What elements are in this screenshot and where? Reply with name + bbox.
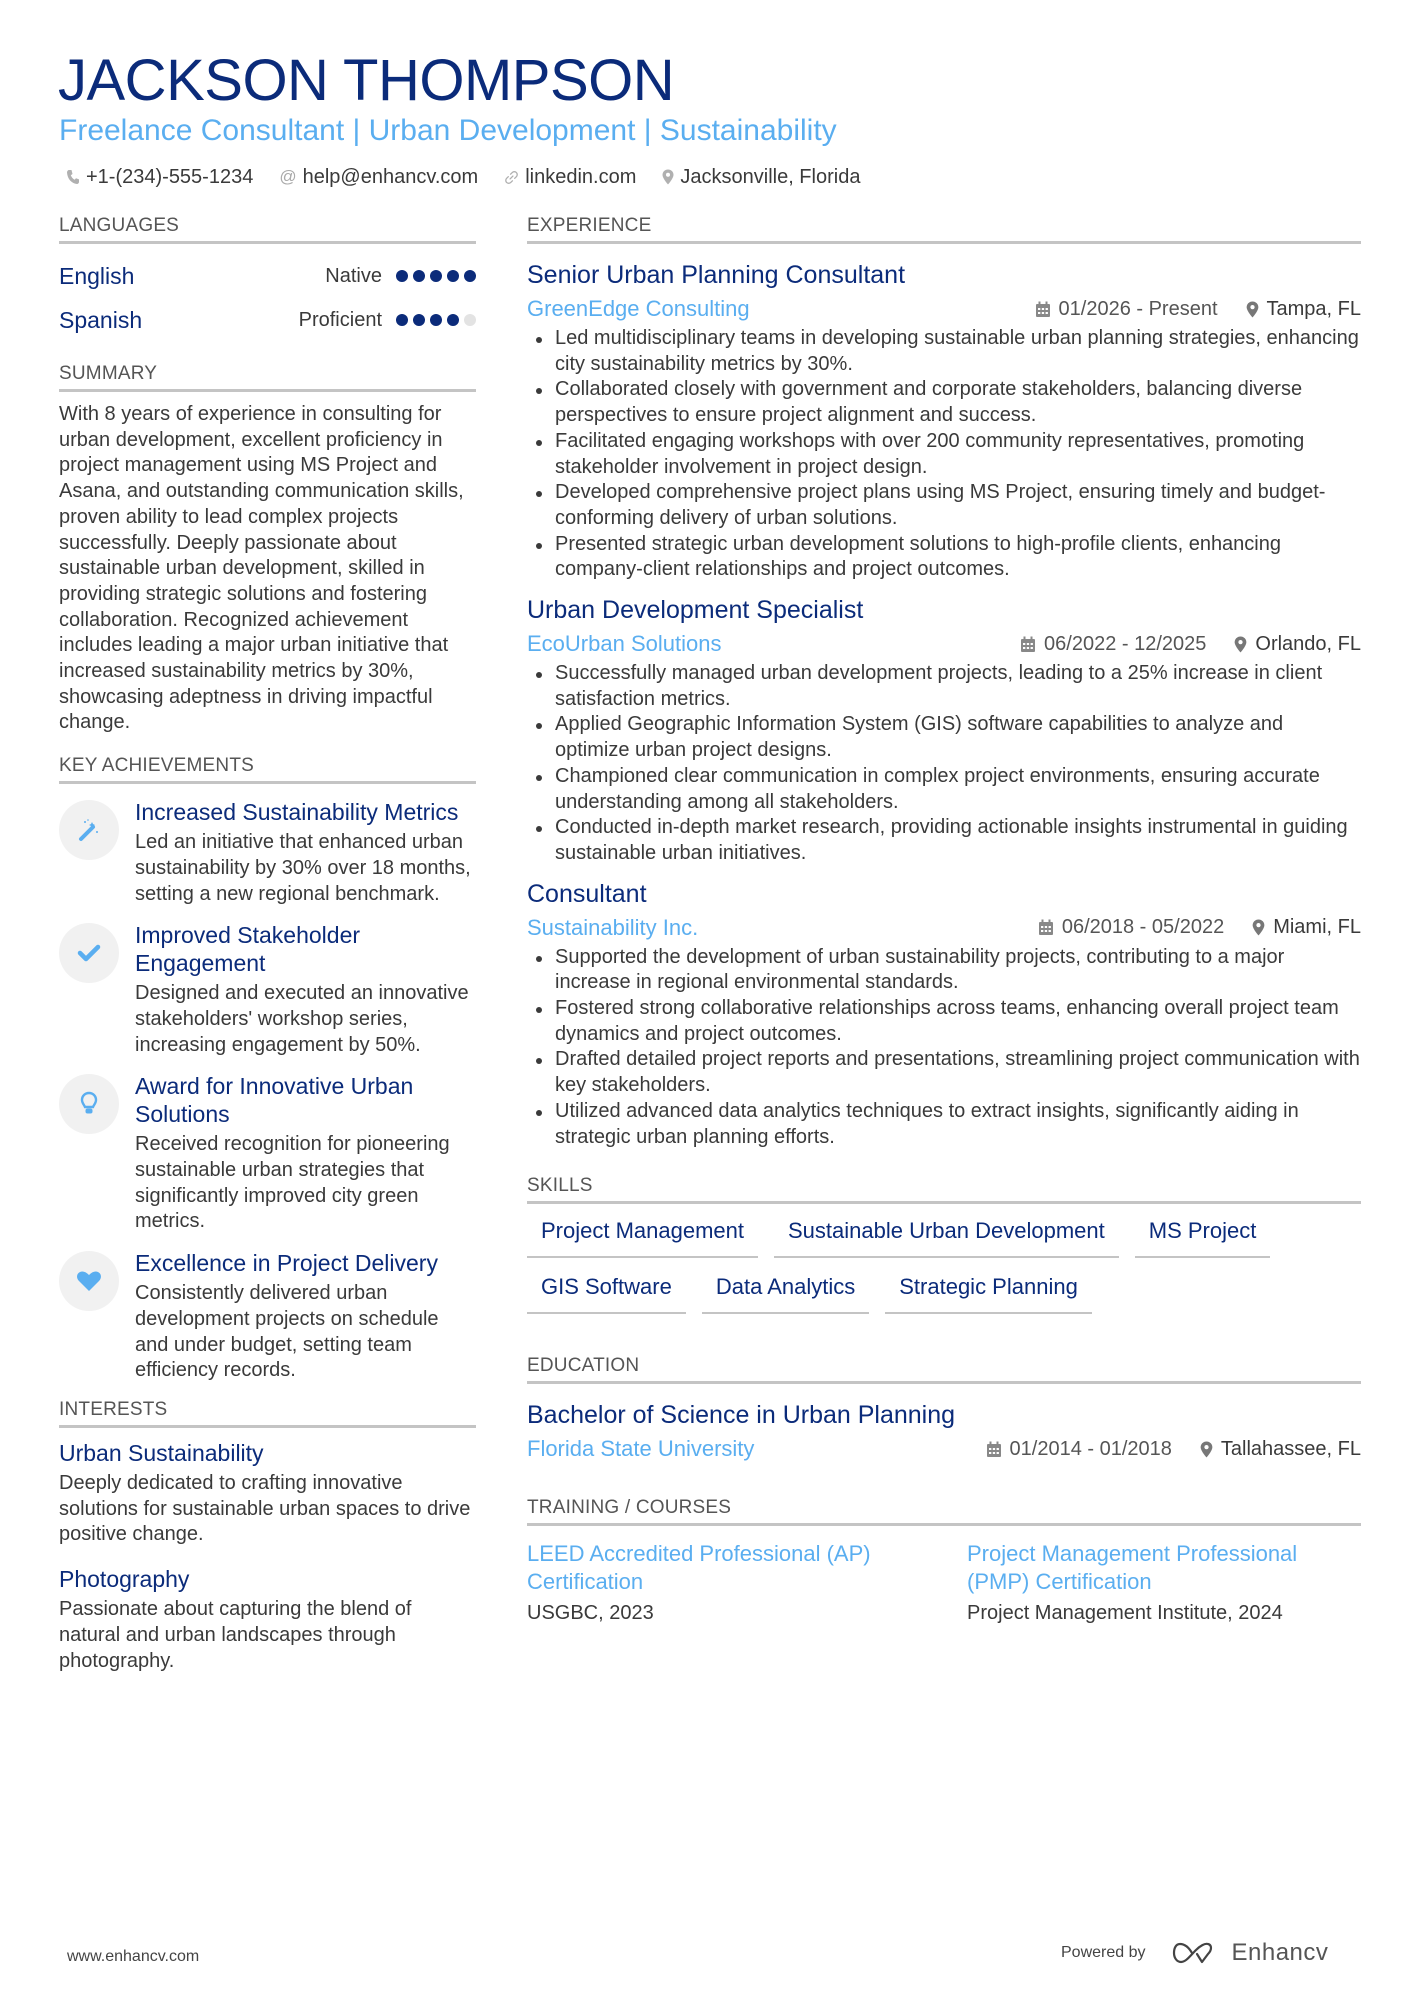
skill-tag: Sustainable Urban Development [774,1216,1119,1258]
job-meta [527,627,1361,661]
skill-tag: MS Project [1135,1216,1271,1258]
job-entry [527,258,1361,583]
magic-wand-icon [59,800,119,860]
achievements-heading: KEY ACHIEVEMENTS [59,754,476,784]
interest-item [59,1564,476,1674]
job-dates-text: 06/2022 - 12/2025 [1044,632,1207,655]
dot-filled-icon [396,314,408,326]
achievement-item [59,1072,476,1235]
bullet-item: Successfully managed urban development projects, leading to a 25% increase in client satisfaction metrics. [527,661,1361,712]
interest-title: Urban Sustainability [59,1439,264,1466]
interest-title: Photography [59,1566,190,1593]
contact-linkedin[interactable] [504,164,636,190]
dot-filled-icon [447,314,459,326]
heart-icon [59,1251,119,1311]
achievement-item [59,921,476,1058]
interest-item [59,1438,476,1548]
bullet-item: Fostered strong collaborative relationships across teams, enhancing overall project team dynamics and project outcomes. [527,996,1361,1047]
contact-bar [66,164,860,190]
bullet-item: Presented strategic urban development solutions to high-profile clients, enhancing company-client relationships and project outcomes. [527,532,1361,583]
calendar-icon [986,1441,1002,1458]
lightbulb-icon [59,1074,119,1134]
location-pin-icon [1246,301,1259,318]
job-bullets [527,945,1361,1151]
interest-desc: Passionate about capturing the blend of natural and urban landscapes through photography. [59,1598,412,1672]
course-provider: Project Management Institute, 2024 [967,1602,1283,1625]
brand-name: Enhancv [1231,1939,1329,1966]
job-location [1246,298,1361,321]
contact-email[interactable] [279,164,478,190]
calendar-icon [1035,301,1051,318]
contact-phone-text: +1-(234)-555-1234 [86,166,254,188]
experience-section [527,214,1361,1150]
summary-text: With 8 years of experience in consulting for urban development, excellent proficiency in project management using MS Project and Asana, and outstanding communication skills, proven ability to lead complex projects successfully. Deeply passionate about sustainable urban development, skilled in providing strategic solutions and fostering collaboration. Recognized achievement includes leading a major urban initiative that increased sustainability metrics by 30%, showcasing adeptness in driving impactful change. [59,403,464,734]
education-section [527,1354,1361,1466]
skill-tag: Project Management [527,1216,758,1258]
dot-filled-icon [396,270,408,282]
skill-tag: GIS Software [527,1272,686,1314]
job-company: GreenEdge Consulting [527,296,750,321]
course-title: Project Management Professional (PMP) Certification [967,1541,1298,1595]
achievement-title: Increased Sustainability Metrics [135,799,459,826]
job-dates-text: 06/2018 - 05/2022 [1061,916,1225,939]
skills-section [527,1174,1361,1314]
languages-section [59,214,476,342]
job-bullets [527,326,1361,583]
right-column [527,214,1361,1628]
candidate-headline: Freelance Consultant | Urban Development | Sustainability [59,114,837,147]
achievement-title: Excellence in Project Delivery [135,1250,438,1277]
achievement-title: Award for Innovative Urban Solutions [135,1073,414,1128]
job-dates [1035,298,1218,321]
calendar-icon [1038,919,1054,936]
job-dates-text: 01/2026 - Present [1058,297,1218,320]
language-name: Spanish [59,306,143,333]
bullet-item: Championed clear communication in complex project environments, ensuring accurate understanding among all stakeholders. [527,764,1361,815]
contact-location [662,164,860,190]
job-bullets [527,661,1361,867]
achievements-section [59,754,476,1384]
powered-by-label: Powered by [1061,1944,1146,1961]
skill-tag: Data Analytics [702,1272,869,1314]
contact-phone [66,164,253,190]
job-title: Senior Urban Planning Consultant [527,261,906,289]
training-heading: TRAINING / COURSES [527,1496,1361,1526]
achievement-desc: Received recognition for pioneering sustainable urban strategies that significantly improved city green metrics. [135,1133,450,1233]
interests-section [59,1398,476,1674]
language-item [59,254,476,298]
interests-heading: INTERESTS [59,1398,476,1428]
footer-website[interactable]: www.enhancv.com [67,1948,200,1965]
bullet-item: Applied Geographic Information System (GIS) software capabilities to analyze and optimize urban project designs. [527,712,1361,763]
dot-empty-icon [464,314,476,326]
school-name: Florida State University [527,1436,755,1462]
job-location-text: Orlando, FL [1255,632,1361,655]
interest-desc: Deeply dedicated to crafting innovative solutions for sustainable urban spaces to drive positive change. [59,1471,471,1546]
dot-filled-icon [413,270,425,282]
job-title: Urban Development Specialist [527,596,864,625]
dot-filled-icon [413,314,425,326]
enhancv-logo[interactable] [1172,1939,1329,1967]
job-location-text: Tampa, FL [1266,297,1361,320]
summary-heading: SUMMARY [59,362,476,392]
at-icon: @ [279,167,297,186]
achievement-title: Improved Stakeholder Engagement [135,922,361,977]
bullet-item: Collaborated closely with government and corporate stakeholders, balancing diverse perspectives to ensure project alignment and success. [527,377,1361,428]
bullet-item: Led multidisciplinary teams in developing sustainable urban planning strategies, enhancing city sustainability metrics by 30%. [527,326,1361,377]
proficiency-dots [396,270,476,282]
bullet-item: Utilized advanced data analytics techniques to extract insights, significantly aiding in strategic urban planning efforts. [527,1099,1361,1150]
contact-location-text: Jacksonville, Florida [680,166,861,188]
calendar-icon [1020,636,1036,653]
job-company: EcoUrban Solutions [527,631,722,657]
training-section [527,1496,1361,1628]
skill-tag: Strategic Planning [885,1272,1092,1314]
languages-heading: LANGUAGES [59,214,476,244]
dot-filled-icon [430,270,442,282]
location-pin-icon [1200,1441,1213,1458]
job-location [1234,633,1361,656]
bullet-item: Facilitated engaging workshops with over 200 community representatives, promoting stakeholder involvement in project design. [527,429,1361,480]
job-entry [527,877,1361,1151]
bullet-item: Developed comprehensive project plans using MS Project, ensuring timely and budget-conforming delivery of urban solutions. [527,480,1361,531]
courses-list [527,1540,1361,1628]
course-item [527,1540,907,1628]
proficiency-dots [396,314,476,326]
dot-filled-icon [464,270,476,282]
job-meta [527,292,1361,326]
language-name: English [59,262,135,289]
achievement-desc: Designed and executed an innovative stakeholders' workshop series, increasing engagement by 50%. [135,982,469,1056]
link-icon [504,170,519,185]
contact-linkedin-text[interactable]: linkedin.com [525,166,637,188]
degree-title: Bachelor of Science in Urban Planning [527,1401,956,1430]
course-provider: USGBC, 2023 [527,1602,654,1625]
language-level: Proficient [298,308,382,331]
job-company: Sustainability Inc. [527,914,699,940]
education-location-text: Tallahassee, FL [1220,1437,1361,1460]
achievement-item [59,798,476,907]
skills-heading: SKILLS [527,1174,1361,1204]
achievement-item [59,1249,476,1384]
job-title: Consultant [527,879,647,908]
job-meta [527,911,1361,945]
footer-branding [1061,1939,1328,1967]
language-item [59,298,476,342]
bullet-item: Conducted in-depth market research, providing actionable insights instrumental in guiding sustainable urban initiatives. [527,815,1361,866]
achievement-desc: Led an initiative that enhanced urban sustainability by 30% over 18 months, setting a new regional benchmark. [135,831,471,905]
job-dates [1020,633,1206,656]
candidate-name: JACKSON THOMPSON [58,48,675,113]
dot-filled-icon [430,314,442,326]
education-meta [527,1432,1361,1466]
location-pin-icon [1234,636,1247,653]
education-dates [986,1438,1172,1461]
job-location-text: Miami, FL [1273,916,1361,939]
course-title: LEED Accredited Professional (AP) Certification [527,1541,871,1595]
skills-list [527,1216,1361,1314]
location-pin-icon [662,169,674,185]
experience-heading: EXPERIENCE [527,214,1361,244]
job-location [1252,916,1361,939]
bullet-item: Drafted detailed project reports and presentations, streamlining project communication with key stakeholders. [527,1047,1361,1098]
left-column [59,214,476,1690]
education-location [1200,1438,1361,1461]
education-heading: EDUCATION [527,1354,1361,1384]
course-item [967,1540,1347,1628]
achievement-desc: Consistently delivered urban development projects on schedule and under budget, setting team efficiency records. [135,1282,439,1382]
bullet-item: Supported the development of urban sustainability projects, contributing to a major increase in regional environmental standards. [527,945,1361,996]
summary-section [59,362,476,736]
education-dates-text: 01/2014 - 01/2018 [1009,1437,1172,1460]
contact-email-text[interactable]: help@enhancv.com [302,166,479,188]
language-level: Native [325,264,382,287]
job-entry [527,593,1361,867]
checkmark-icon [59,923,119,983]
phone-icon [66,169,80,185]
job-dates [1038,916,1224,939]
enhancv-logo-icon [1172,1941,1218,1965]
location-pin-icon [1252,919,1265,936]
dot-filled-icon [447,270,459,282]
